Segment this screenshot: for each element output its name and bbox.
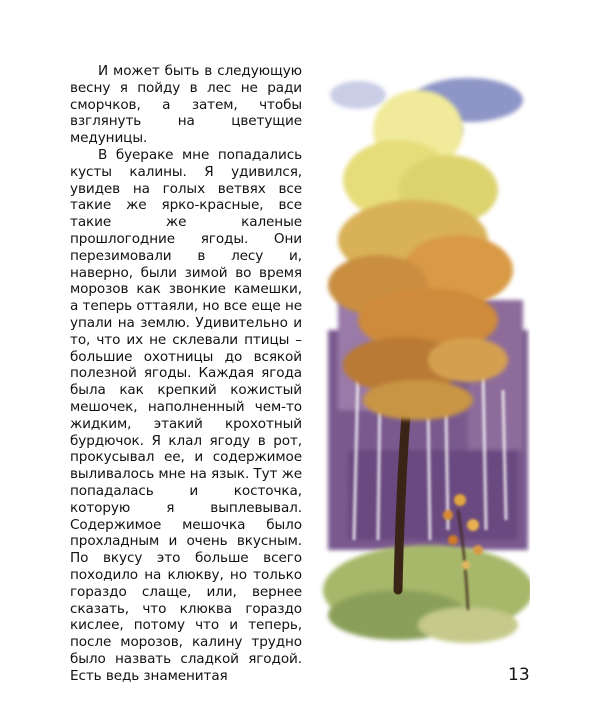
paragraph-2: В буераке мне попадались кусты калины. Я удивился, увидев на голых ветвях все такие же ярко-красные, все такие же каленые прошлогодние ягоды. Они перезимовали в лесу и, наверно, были зимой во время морозов как звонкие камешки, а теперь оттаяли, но все еще не упали на землю. Удивительно и то, что их не склевали птицы – большие охотницы до всякой полезной ягоды. Каждая ягода была как крепкий кожистый мешочек, наполненный чем-то жидким, этакий крохотный бурдючок. Я клал ягоду в рот, прокусывал ее, и содержимое выливалось мне на язык. Тут же попадалась и косточка, которую я выплевывал. Содержимое мешочка было прохладным и очень вкусным. По вкусу это больше всего походило на клюкву, но только гораздо слаще, или, вернее сказать, что клюква гораздо кислее, потому что и теперь, после морозов, калину трудно было назвать сладкой ягодой. Есть ведь знаменитая (70, 146, 302, 684)
page-number: 13 (508, 665, 530, 685)
body-text (70, 63, 302, 684)
ground (323, 545, 530, 643)
tree-foliage (328, 90, 513, 420)
autumn-tree-illustration (318, 70, 530, 650)
paragraph-1: И может быть в следующую весну я пойду в лес не ради сморчков, а затем, чтобы взглянуть на цветущие медуницы. (70, 63, 302, 147)
